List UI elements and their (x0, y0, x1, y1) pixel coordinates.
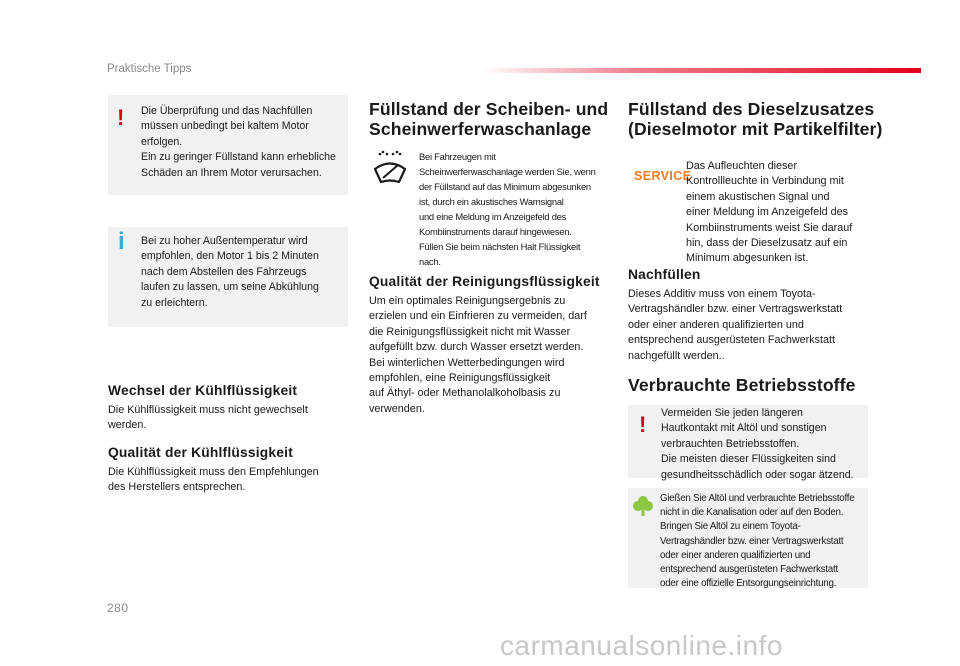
fluid-quality-text: Um ein optimales Reinigungsergebnis zu erzielen und ein Einfrieren zu vermeiden, darf die Reinigungsflüssigkeit nicht mit Wasser aufgefüllt bzw. durch Wasser ersetzt werden. Bei winterlichen Wetterbedingungen wird empfohlen, eine Reinigungsflüssigkeit auf Äthyl- oder Methanolalkoholbasis zu verwenden. (369, 295, 587, 415)
eco-disposal-text: Gießen Sie Altöl und verbrauchte Betriebsstoffe nicht in die Kanalisation oder auf den Boden. Bringen Sie Altöl zu einem Toyota- Vertragshändler bzw. einer Vertragswerkstatt oder einer anderen qualifizierten und entsprechend ausgerüsteten Fachwerkstatt oder eine offizielle Entsorgungseinrichtung. (660, 493, 855, 590)
refill-text: Dieses Additiv muss von einem Toyota- Vertragshändler bzw. einer Vertragswerkstatt oder einer anderen qualifizierten und entsprechend ausgerüsteten Fachwerkstatt nachgefüllt werden.. (628, 288, 843, 362)
washer-level-text: Bei Fahrzeugen mit Scheinwerferwaschanlage werden Sie, wenn der Füllstand auf das Minimum abgesunken ist, durch ein akustisches Warnsignal und eine Meldung im Anzeigefeld des Kombiinstruments darauf hingewiesen. Füllen Sie beim nächsten Halt Flüssigkeit nach. (419, 151, 596, 267)
service-warning-light-icon: SERVICE (634, 169, 692, 183)
warning-text: Die Überprüfung und das Nachfüllen müssen unbedingt bei kaltem Motor erfolgen. Ein zu geringer Füllstand kann erhebliche Schäden an Ihrem Motor verursachen. (141, 105, 336, 179)
warning-icon: ! (639, 412, 647, 437)
fluid-quality-heading: Qualität der Reinigungsflüssigkeit (369, 274, 600, 289)
eco-box-disposal (628, 488, 868, 588)
watermark: carmanualsonline.info (500, 630, 783, 661)
section-title: Praktische Tipps (107, 63, 192, 75)
refill-heading: Nachfüllen (628, 267, 701, 282)
diesel-additive-heading: Füllstand des Dieselzusatzes (Dieselmotor mit Partikelfilter) (628, 99, 883, 139)
info-box-cooling (108, 227, 348, 327)
washer-fluid-icon (371, 149, 409, 187)
warning-box-used-fluids (628, 405, 868, 481)
header-accent-bar (480, 68, 921, 73)
eco-tree-icon (633, 495, 653, 517)
warning-box-cold-engine (108, 95, 348, 195)
warning-icon: ! (117, 105, 125, 130)
coolant-change-heading: Wechsel der Kühlflüssigkeit (108, 383, 298, 398)
info-text: Bei zu hoher Außentemperatur wird empfohlen, den Motor 1 bis 2 Minuten nach dem Abstellen des Fahrzeugs laufen zu lassen, um seine Abkühlung zu erleichtern. (141, 235, 319, 309)
used-fluids-warning-text: Vermeiden Sie jeden längeren Hautkontakt mit Altöl und sonstigen verbrauchten Betriebsstoffen. Die meisten dieser Flüssigkeiten sind gesundheitsschädlich oder sogar ätzend. (661, 407, 854, 481)
info-icon: i (118, 228, 125, 255)
used-fluids-heading: Verbrauchte Betriebsstoffe (628, 375, 856, 395)
coolant-quality-heading: Qualität der Kühlflüssigkeit (108, 445, 293, 460)
coolant-change-text: Die Kühlflüssigkeit muss nicht gewechselt werden. (108, 404, 308, 432)
page-number: 280 (107, 601, 129, 615)
washer-level-heading: Füllstand der Scheiben- und Scheinwerferwaschanlage (369, 99, 609, 139)
coolant-quality-text: Die Kühlflüssigkeit muss den Empfehlungen des Herstellers entsprechen. (108, 466, 319, 494)
diesel-additive-text: Das Aufleuchten dieser Kontrollleuchte in Verbindung mit einem akustischen Signal und einer Meldung im Anzeigefeld des Kombiinstruments weist Sie darauf hin, dass der Dieselzusatz auf ein Minimum abgesunken ist. (686, 160, 853, 265)
